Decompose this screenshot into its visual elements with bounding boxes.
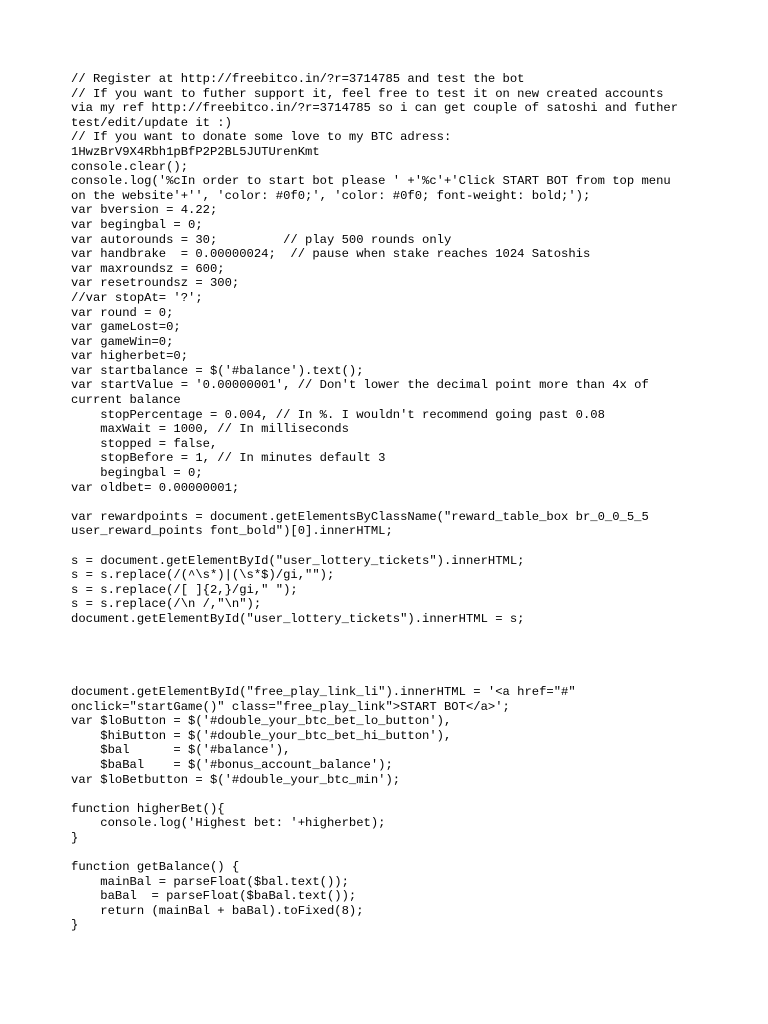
code-line: // If you want to futher support it, feel free to test it on new created accounts [71,86,664,101]
code-line: function getBalance() { [71,860,240,875]
code-line: $hiButton = $('#double_your_btc_bet_hi_button'), [71,728,452,743]
code-line: // Register at http://freebitco.in/?r=3714785 and test the bot [71,72,525,86]
code-line: function higherBet(){ [71,801,225,816]
code-line: stopBefore = 1, // In minutes default 3 [71,451,386,466]
code-line [71,539,721,554]
code-line: stopPercentage = 0.004, // In %. I wouldn't recommend going past 0.08 [71,407,605,422]
code-line [71,641,721,656]
code-line: s = s.replace(/\n /,"\n"); [71,597,262,612]
code-line: mainBal = parseFloat($bal.text()); [71,874,349,889]
code-line [71,656,721,671]
code-line [71,787,721,802]
code-line: s = document.getElementById("user_lottery_tickets").innerHTML; [71,553,525,568]
code-line: //var stopAt= '?'; [71,290,203,305]
code-line: } [71,830,79,845]
code-line: maxWait = 1000, // In milliseconds [71,422,349,437]
code-line: console.clear(); [71,159,189,174]
code-line: var oldbet= 0.00000001; [71,480,240,495]
code-line: } [71,918,79,933]
code-line: baBal = parseFloat($baBal.text()); [71,889,357,904]
code-line: stopped = false, [71,436,218,451]
code-line: s = s.replace(/[ ]{2,}/gi," "); [71,582,298,597]
code-line [71,670,721,685]
code-line: var startValue = '0.00000001', // Don't lower the decimal point more than 4x of [71,378,649,393]
code-line: var round = 0; [71,305,174,320]
code-line: var resetroundsz = 300; [71,276,240,291]
code-line [71,495,721,510]
code-line: var begingbal = 0; [71,217,203,232]
code-line [71,845,721,860]
document-page [71,72,721,933]
code-line: var gameLost=0; [71,320,181,335]
code-line: document.getElementById("free_play_link_li").innerHTML = '<a href="#" [71,684,576,699]
code-line: var autorounds = 30; // play 500 rounds only [71,232,452,247]
code-line: s = s.replace(/(^\s*)|(\s*$)/gi,""); [71,568,335,583]
code-line: $baBal = $('#bonus_account_balance'); [71,757,393,772]
code-line: var higherbet=0; [71,349,189,364]
code-line: var $loButton = $('#double_your_btc_bet_lo_button'), [71,714,452,729]
code-line: var $loBetbutton = $('#double_your_btc_min'); [71,772,401,787]
code-line: console.log('%cIn order to start bot please ' +'%c'+'Click START BOT from top menu [71,174,671,189]
code-line: console.log('Highest bet: '+higherbet); [71,816,386,831]
code-line: var rewardpoints = document.getElementsByClassName("reward_table_box br_0_0_5_5 [71,509,649,524]
code-line [71,627,721,642]
code-line: var bversion = 4.22; [71,203,218,218]
code-line: on the website'+'', 'color: #0f0;', 'color: #0f0; font-weight: bold;'); [71,188,591,203]
code-line: test/edit/update it :) [71,115,232,130]
code-line: user_reward_points font_bold")[0].innerHTML; [71,524,393,539]
code-line: document.getElementById("user_lottery_tickets").innerHTML = s; [71,611,525,626]
code-line: // If you want to donate some love to my BTC adress: [71,130,452,145]
code-line: via my ref http://freebitco.in/?r=3714785 so i can get couple of satoshi and futher [71,101,679,116]
code-line: var handbrake = 0.00000024; // pause when stake reaches 1024 Satoshis [71,247,591,262]
code-line: var startbalance = $('#balance').text(); [71,363,364,378]
code-line: $bal = $('#balance'), [71,743,291,758]
code-line: 1HwzBrV9X4Rbh1pBfP2P2BL5JUTUrenKmt [71,144,320,159]
code-line: var gameWin=0; [71,334,174,349]
code-line: current balance [71,393,181,408]
code-line: begingbal = 0; [71,466,203,481]
code-line: return (mainBal + baBal).toFixed(8); [71,903,364,918]
code-line: onclick="startGame()" class="free_play_link">START BOT</a>'; [71,699,510,714]
code-line: var maxroundsz = 600; [71,261,225,276]
